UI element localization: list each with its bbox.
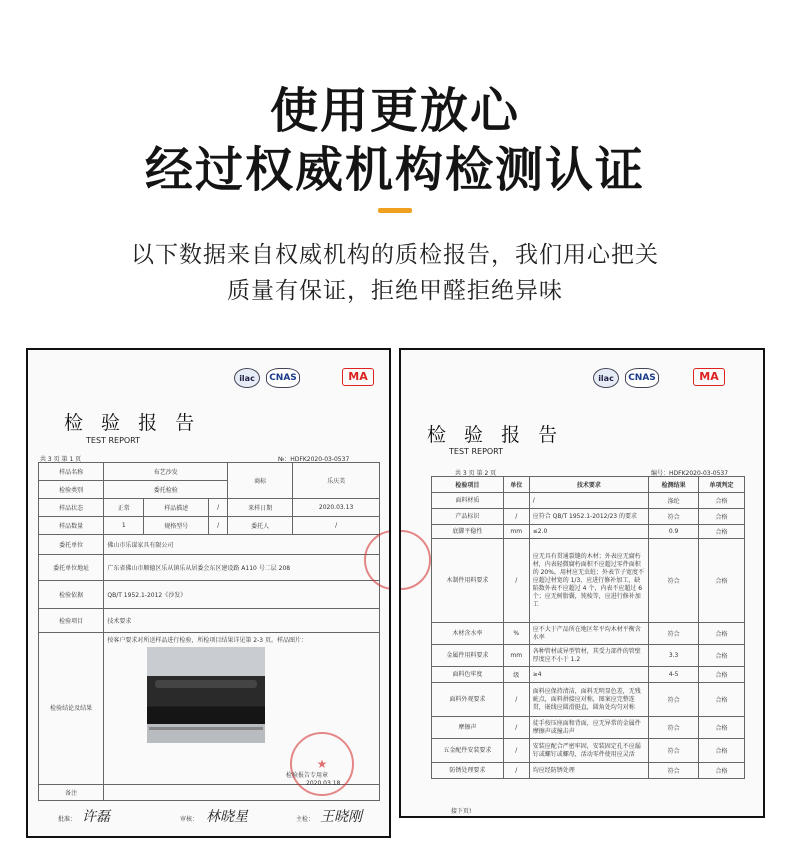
- cell-req: 安装应配合严密牢固，安装固定孔不应漏钉或螺钉或螺母，活动零件使用应灵活: [529, 739, 648, 763]
- cell-verdict: 合格: [699, 623, 745, 645]
- cell-result: 符合: [649, 739, 699, 763]
- sign-approve-label: 批准：: [58, 816, 77, 823]
- cell-item: 木制件用料要求: [432, 539, 504, 623]
- client-unit-label: 委托单位: [39, 535, 104, 555]
- cell-req: 应无具有贯通裂缝的木材；外表应无腐朽材，内表轻微腐朽面积不应超过零件面积的 20%，用材应无虫蛀；外表节子宽度不应超过材宽的 1/3，应进行修补加工，缺陷数外表不应超过 4 个，内表不应超过 6 个；应无树脂囊，钝棱等，应进行修补加工: [529, 539, 648, 623]
- cell-unit: %: [503, 623, 529, 645]
- cell-result: 符合: [649, 539, 699, 623]
- seal-text: 检验报告专用章: [286, 772, 329, 779]
- table-header-row: [432, 477, 745, 493]
- cell-item: 五金配件安装要求: [432, 739, 504, 763]
- cell-req: 应符合 QB/T 1952.1-2012/23 的要求: [529, 509, 648, 525]
- basis-label: 检验依据: [39, 581, 104, 609]
- headline-line-1: 使用更放心: [269, 83, 520, 139]
- table-row: [432, 717, 745, 739]
- cell-result: 符合: [649, 763, 699, 779]
- client-addr-label: 委托单位地址: [39, 555, 104, 581]
- accreditation-logos: [593, 368, 659, 388]
- sample-qty-label: 样品数量: [39, 517, 104, 535]
- sign-main: 王晓刚: [320, 809, 362, 825]
- items-label: 检验项目: [39, 609, 104, 633]
- report-title-en: TEST REPORT: [86, 436, 141, 445]
- continued-note: 接下页!: [451, 808, 472, 815]
- cell-verdict: 合格: [699, 509, 745, 525]
- cell-result: 3.3: [649, 645, 699, 667]
- table-row: [432, 683, 745, 717]
- accreditation-logos: [234, 368, 300, 388]
- report-title-en: TEST REPORT: [449, 447, 504, 456]
- cell-item: 木材含水率: [432, 623, 504, 645]
- cell-req: 面料应保持清洁，面料无明显色差，无残疵点，面料拼接应对称，图案应完整连贯，嵌线应圆滑挺直，圆角处均匀对称: [529, 683, 648, 717]
- report-title-cn: 检 验 报 告: [427, 424, 564, 446]
- table-row: [432, 493, 745, 509]
- cell-verdict: 合格: [699, 645, 745, 667]
- cell-verdict: 合格: [699, 493, 745, 509]
- column-header: 检验项目: [432, 477, 504, 493]
- cell-req: /: [529, 493, 648, 509]
- cell-result: 符合: [649, 717, 699, 739]
- cell-req: 应不大于产品所在地区年平均木材平衡含水率: [529, 623, 648, 645]
- client-unit-value: 佛山市乐谋家具有限公司: [104, 535, 380, 555]
- sign-review-label: 审核：: [180, 816, 199, 823]
- page-info: 共 3 页 第 1 页: [40, 456, 82, 463]
- table-row: [432, 739, 745, 763]
- sample-desc-value: /: [209, 499, 228, 517]
- accent-divider: [378, 208, 412, 213]
- table-row: [432, 525, 745, 539]
- column-header: 单项判定: [699, 477, 745, 493]
- cell-verdict: 合格: [699, 683, 745, 717]
- cell-result: 符合: [649, 683, 699, 717]
- cell-unit: mm: [503, 525, 529, 539]
- table-row: [432, 539, 745, 623]
- test-type-label: 检验类别: [39, 481, 104, 499]
- client-value: /: [293, 517, 380, 535]
- cell-unit: /: [503, 763, 529, 779]
- cell-item: 防锈处理要求: [432, 763, 504, 779]
- sample-desc-label: 样品描述: [144, 499, 209, 517]
- conclusion-label: 检验结论及结果: [39, 633, 104, 785]
- subtitle-line-1: 以下数据来自权威机构的质检报告，我们用心把关: [131, 242, 659, 268]
- cell-req: ≥4: [529, 667, 648, 683]
- client-addr-value: 广东省佛山市顺德区乐从镇乐从居委会东区建设路 A110 号二层 208: [104, 555, 380, 581]
- report-number: 编号：HDFK2020-03-0537: [651, 470, 729, 477]
- cell-item: 面料色牢度: [432, 667, 504, 683]
- sample-name-label: 样品名称: [39, 463, 104, 481]
- brand-value: 乐庆美: [293, 463, 380, 499]
- test-report-page-2: [399, 348, 765, 818]
- cell-req: 各种管材或异型管材，其受力部件的管壁厚度应不小于 1.2: [529, 645, 648, 667]
- cnas-logo-icon: CNAS: [266, 368, 300, 388]
- cell-req: ≤2.0: [529, 525, 648, 539]
- cell-result: 4-5: [649, 667, 699, 683]
- cell-item: 面料材质: [432, 493, 504, 509]
- table-row: [432, 667, 745, 683]
- cell-verdict: 合格: [699, 539, 745, 623]
- cell-verdict: 合格: [699, 525, 745, 539]
- report-number: №：HDFK2020-03-0537: [278, 456, 350, 463]
- cell-unit: /: [503, 539, 529, 623]
- client-label: 委托人: [228, 517, 293, 535]
- sample-state-label: 样品状态: [39, 499, 104, 517]
- column-header: 单位: [503, 477, 529, 493]
- cell-unit: /: [503, 683, 529, 717]
- sampling-date-value: 2020.03.13: [293, 499, 380, 517]
- cell-item: 产品标识: [432, 509, 504, 525]
- cnas-logo-icon: CNAS: [625, 368, 659, 388]
- cell-req: 均应经防锈处理: [529, 763, 648, 779]
- cell-unit: /: [503, 739, 529, 763]
- items-value: 技术要求: [104, 609, 380, 633]
- cell-item: 金属件用料要求: [432, 645, 504, 667]
- table-row: [432, 623, 745, 645]
- table-row: [432, 509, 745, 525]
- cell-unit: mm: [503, 645, 529, 667]
- sample-name-value: 布艺沙发: [104, 463, 228, 481]
- cma-logo-icon: MA: [693, 368, 725, 386]
- headline-line-2: 经过权威机构检测认证: [144, 142, 645, 198]
- cell-item: 摩擦声: [432, 717, 504, 739]
- cell-unit: /: [503, 509, 529, 525]
- ilac-logo-icon: ilac: [593, 368, 619, 388]
- sign-main-label: 主检：: [296, 816, 315, 823]
- cell-verdict: 合格: [699, 717, 745, 739]
- conclusion-value: 按客户要求对所送样品进行检验，所检项目结果详见第 2-3 页。样品图片：: [107, 637, 307, 644]
- test-type-value: 委托检验: [104, 481, 228, 499]
- cell-unit: [503, 493, 529, 509]
- spec-label: 规格型号: [144, 517, 209, 535]
- inspection-seal-stamp: ★: [290, 732, 354, 796]
- sample-qty-value: 1: [104, 517, 144, 535]
- cell-verdict: 合格: [699, 667, 745, 683]
- cell-verdict: 合格: [699, 763, 745, 779]
- brand-label: 商标: [228, 463, 293, 499]
- test-report-page-1: [26, 348, 391, 838]
- cell-unit: 级: [503, 667, 529, 683]
- cell-result: 0.9: [649, 525, 699, 539]
- table-row: [432, 645, 745, 667]
- side-seal-stamp: [399, 530, 431, 590]
- cell-unit: /: [503, 717, 529, 739]
- sampling-date-label: 来样日期: [228, 499, 293, 517]
- sample-state-value: 正常: [104, 499, 144, 517]
- cell-result: 符合: [649, 623, 699, 645]
- cell-item: 底脚平稳性: [432, 525, 504, 539]
- page-info: 共 3 页 第 2 页: [455, 470, 497, 477]
- remark-label: 备注: [39, 785, 104, 801]
- test-results-table: [431, 476, 745, 779]
- cell-result: 涤纶: [649, 493, 699, 509]
- subtitle-line-2: 质量有保证，拒绝甲醛拒绝异味: [227, 278, 563, 304]
- basis-value: QB/T 1952.1-2012《沙发》: [104, 581, 380, 609]
- cma-logo-icon: MA: [342, 368, 374, 386]
- spec-value: /: [209, 517, 228, 535]
- cell-item: 面料外观要求: [432, 683, 504, 717]
- issue-date: 2020.03.18: [306, 780, 341, 787]
- table-row: [432, 763, 745, 779]
- column-header: 检测结果: [649, 477, 699, 493]
- sign-approve: 许磊: [82, 809, 110, 825]
- report-title-cn: 检 验 报 告: [64, 412, 201, 434]
- ilac-logo-icon: ilac: [234, 368, 260, 388]
- cell-result: 符合: [649, 509, 699, 525]
- cell-verdict: 合格: [699, 739, 745, 763]
- column-header: 技术要求: [529, 477, 648, 493]
- cell-req: 徒手按压座面和背面，应无异常的金属件摩擦声或撞击声: [529, 717, 648, 739]
- sign-review: 林晓星: [206, 809, 248, 825]
- sofa-sample-photo: [147, 647, 265, 743]
